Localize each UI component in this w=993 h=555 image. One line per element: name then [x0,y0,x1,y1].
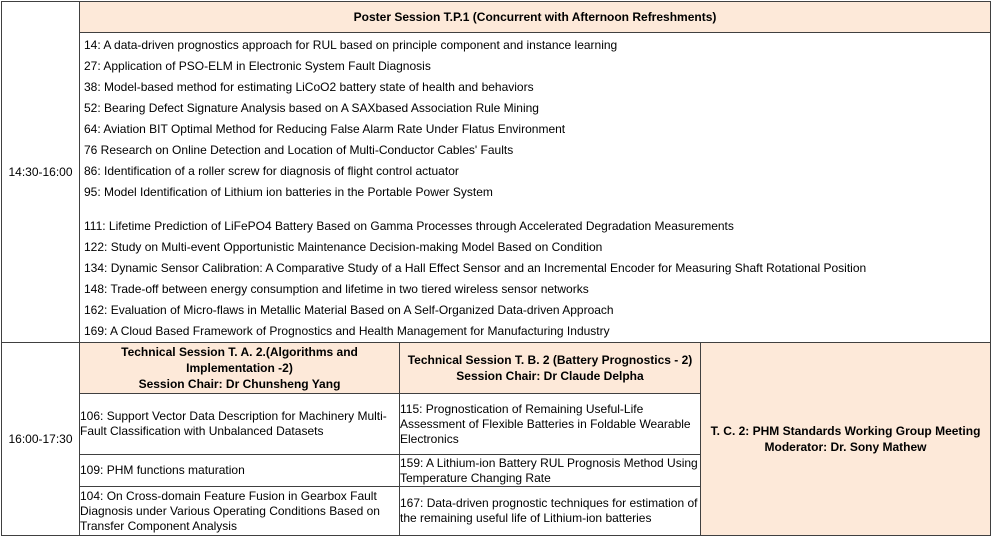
tb2-paper: 159: A Lithium-ion Battery RUL Prognosis Method Using Temperature Changing Rate [400,455,701,487]
tb2-paper: 115: Prognostication of Remaining Useful-Life Assessment of Flexible Batteries in Foldable Wearable Electronics [400,394,701,455]
ta2-paper: 109: PHM functions maturation [80,455,400,487]
schedule-table [1,1,991,536]
poster-paper: 134: Dynamic Sensor Calibration: A Comparative Study of a Hall Effect Sensor and an Incremental Encoder for Measuring Shaft Rotational Position [84,261,867,275]
poster-paper: 169: A Cloud Based Framework of Prognostics and Health Management for Manufacturing Industry [84,324,610,338]
time-slot-poster: 14:30-16:00 [2,2,80,343]
session-tb2-chair: Session Chair: Dr Claude Delpha [456,369,644,383]
poster-paper: 95: Model Identification of Lithium ion batteries in the Portable Power System [84,185,493,199]
poster-paper: 122: Study on Multi-event Opportunistic Maintenance Decision-making Model Based on Condition [84,240,603,254]
poster-paper: 148: Trade-off between energy consumption and lifetime in two tiered wireless sensor networks [84,282,589,296]
session-ta2-chair: Session Chair: Dr Chunsheng Yang [138,377,341,391]
session-tb2-title: Technical Session T. B. 2 (Battery Prognostics - 2) [407,353,693,367]
session-ta2-title: Technical Session T. A. 2.(Algorithms and Implementation -2) [121,345,358,375]
session-ta2-header [80,343,400,394]
session-tc2-title: T. C. 2: PHM Standards Working Group Meeting [710,424,981,438]
session-tc2 [701,343,991,536]
tb2-paper: 167: Data-driven prognostic techniques for estimation of the remaining useful life of Lithium-ion batteries [400,487,701,536]
time-slot-technical: 16:00-17:30 [2,343,80,536]
ta2-paper: 106: Support Vector Data Description for Machinery Multi-Fault Classification with Unbalanced Datasets [80,394,400,455]
session-tb2-header [400,343,701,394]
poster-paper: 86: Identification of a roller screw for diagnosis of flight control actuator [84,164,459,178]
ta2-paper: 104: On Cross-domain Feature Fusion in Gearbox Fault Diagnosis under Various Operating Conditions Based on Transfer Component Analysis [80,487,400,536]
poster-paper: 111: Lifetime Prediction of LiFePO4 Battery Based on Gamma Processes through Accelerated Degradation Measurements [84,219,734,233]
poster-paper: 64: Aviation BIT Optimal Method for Reducing False Alarm Rate Under Flatus Environment [84,122,566,136]
poster-paper: 38: Model-based method for estimating LiCoO2 battery state of health and behaviors [84,80,534,94]
poster-paper: 162: Evaluation of Micro-flaws in Metallic Material Based on A Self-Organized Data-driven Approach [84,303,614,317]
poster-paper-list [80,33,991,343]
poster-session-title: Poster Session T.P.1 (Concurrent with Afternoon Refreshments) [80,2,991,33]
poster-paper: 14: A data-driven prognostics approach for RUL based on principle component and instance learning [84,38,618,52]
poster-paper: 52: Bearing Defect Signature Analysis based on A SAXbased Association Rule Mining [84,101,539,115]
session-tc2-moderator: Moderator: Dr. Sony Mathew [764,440,927,454]
poster-paper: 27: Application of PSO-ELM in Electronic System Fault Diagnosis [84,59,431,73]
poster-paper: 76 Research on Online Detection and Location of Multi-Conductor Cables' Faults [84,143,514,157]
